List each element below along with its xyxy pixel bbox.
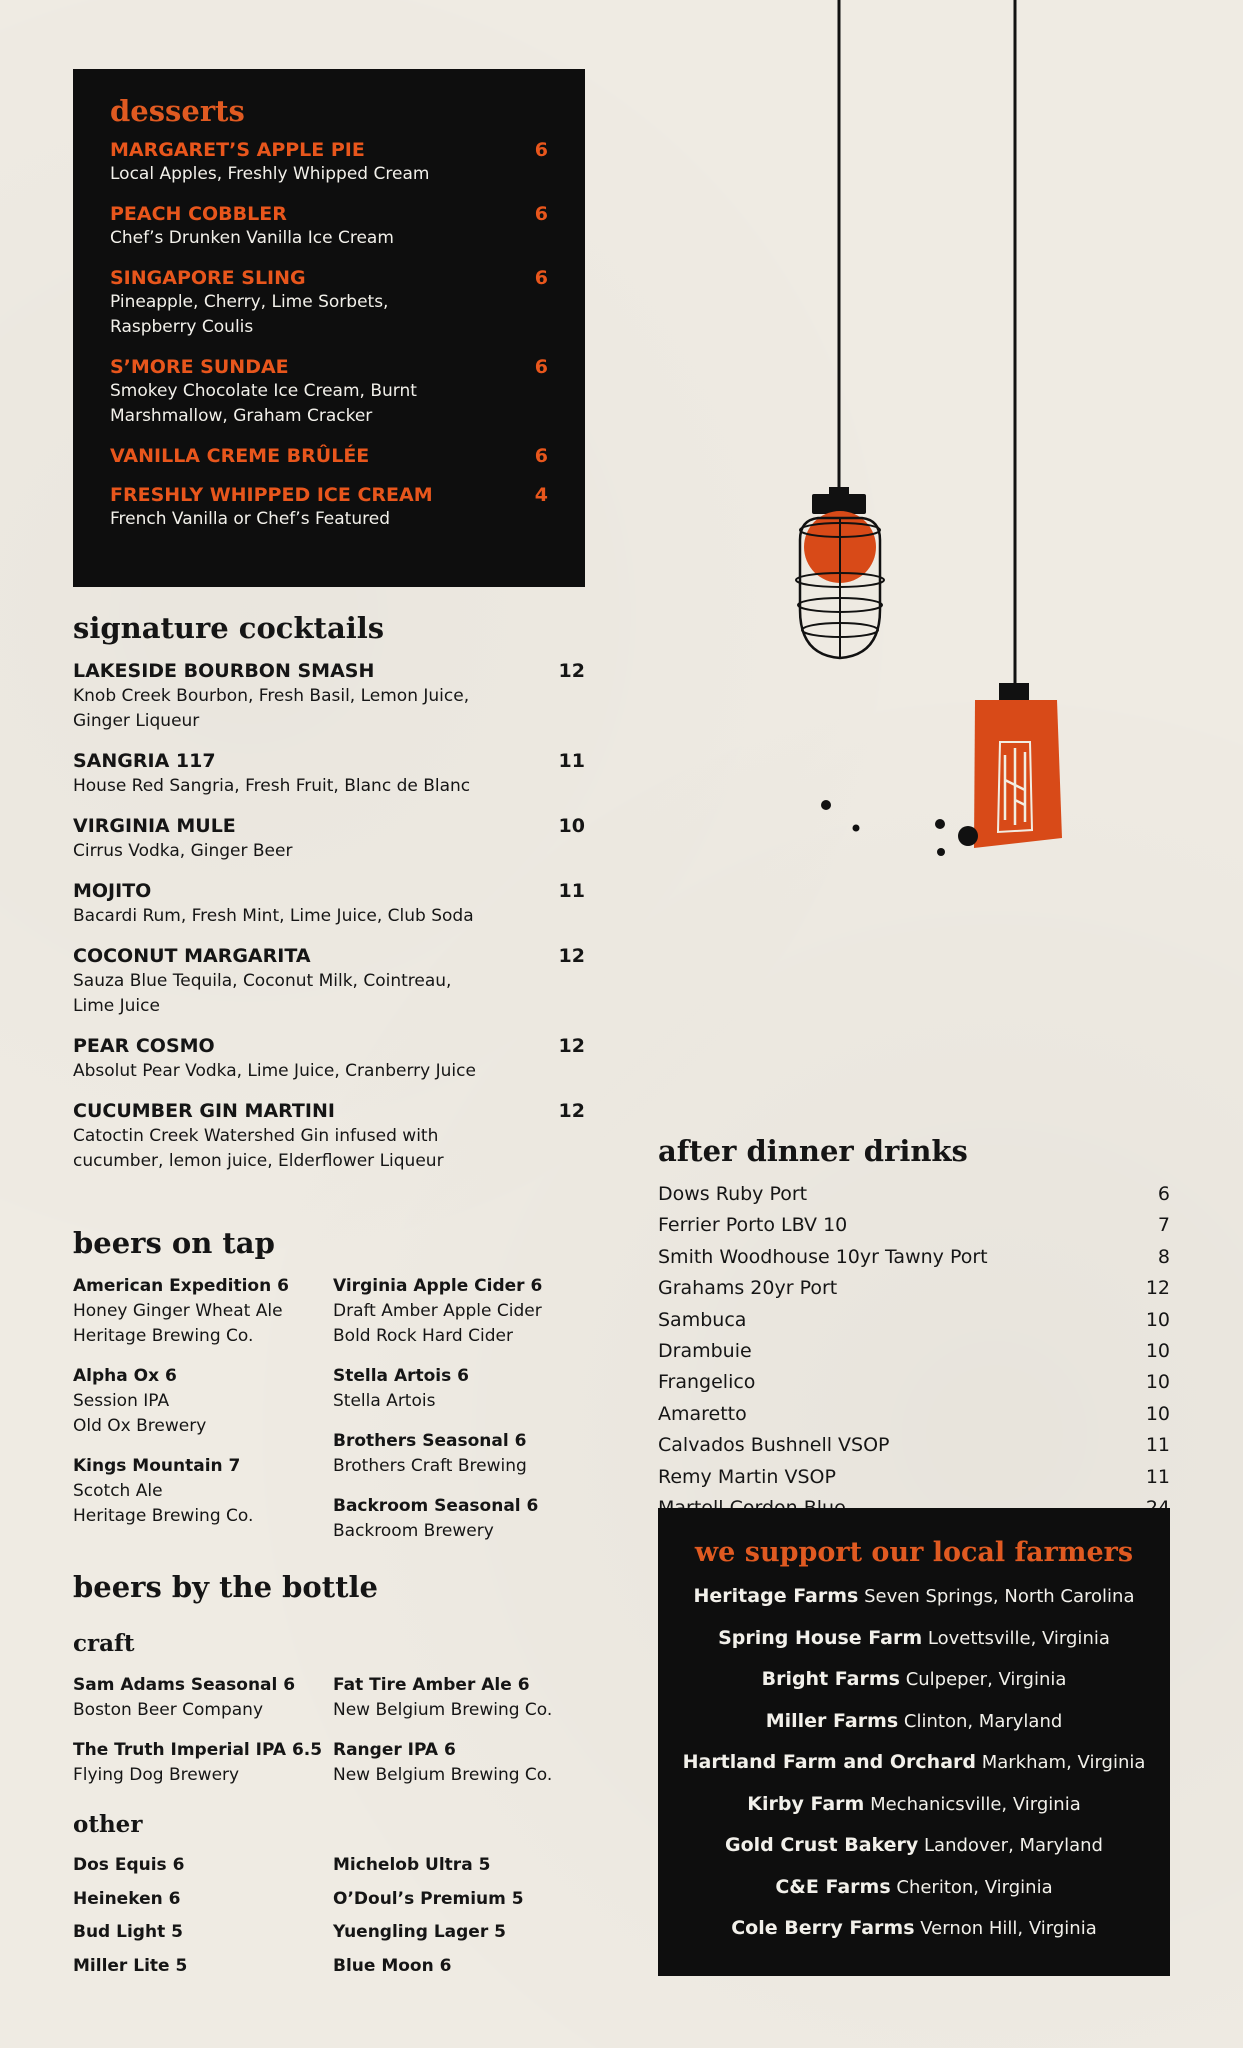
cocktail-row — [73, 749, 585, 774]
bottle-beer-item: Michelob Ultra 5 — [333, 1855, 491, 1875]
beer-name: Sam Adams Seasonal 6 — [73, 1675, 296, 1695]
beer-name: Backroom Seasonal 6 — [333, 1496, 539, 1516]
bottle-beer-item: Miller Lite 5 — [73, 1955, 188, 1976]
cocktail-description: Knob Creek Bourbon, Fresh Basil, Lemon Juice, Ginger Liqueur — [73, 686, 470, 731]
beer-name: Alpha Ox 6 — [73, 1366, 177, 1386]
dessert-price: 6 — [534, 267, 548, 289]
bottle-heading: beers by the bottle — [73, 1570, 379, 1604]
beer-style: Honey Ginger Wheat Ale — [73, 1301, 283, 1321]
cocktail-description: Catoctin Creek Watershed Gin infused with cucumber, lemon juice, Elderflower Liqueur — [73, 1126, 444, 1171]
cocktail-item — [73, 1034, 585, 1084]
after-dinner-item — [658, 1336, 1170, 1367]
farm-location: Culpeper, Virginia — [905, 1669, 1067, 1690]
beer-item — [333, 1429, 593, 1479]
drink-price: 11 — [1145, 1465, 1170, 1488]
cocktail-item — [73, 659, 585, 734]
dessert-name: SINGAPORE SLING — [110, 267, 306, 289]
lamps-illustration — [760, 0, 1080, 880]
beer-name: The Truth Imperial IPA 6.5 — [73, 1740, 323, 1760]
cocktail-name: COCONUT MARGARITA — [73, 945, 311, 967]
farmer-item — [658, 1576, 1170, 1618]
beer-name: Fat Tire Amber Ale 6 — [333, 1675, 530, 1695]
bottle-beer-item: O’Doul’s Premium 5 — [333, 1888, 524, 1909]
bottle-beer-item: Yuengling Lager 5 — [333, 1922, 506, 1942]
after-dinner-item — [658, 1242, 1170, 1273]
beer-item — [333, 1673, 593, 1723]
cocktail-row — [73, 944, 585, 969]
dessert-description: Local Apples, Freshly Whipped Cream — [110, 164, 430, 184]
cocktail-item — [73, 1099, 585, 1174]
cocktails-list — [73, 659, 585, 1189]
beer-brewery: Old Ox Brewery — [73, 1416, 207, 1436]
drink-price: 7 — [1157, 1214, 1170, 1237]
beer-style: Stella Artois — [333, 1391, 436, 1411]
bottle-beer-item: Heineken 6 — [73, 1888, 181, 1909]
tap-grid — [73, 1274, 593, 1559]
drink-name: Dows Ruby Port — [658, 1183, 808, 1205]
cocktail-price: 11 — [558, 750, 585, 772]
drink-price: 11 — [1145, 1434, 1170, 1457]
tap-heading: beers on tap — [73, 1226, 275, 1260]
beer-style: Session IPA — [73, 1391, 170, 1411]
cocktail-row — [73, 814, 585, 839]
dessert-row — [110, 138, 548, 162]
farm-location: Clinton, Maryland — [903, 1710, 1063, 1732]
cocktail-item — [73, 749, 585, 799]
drink-name: Frangelico — [658, 1371, 756, 1394]
dessert-item — [110, 202, 548, 251]
drink-price: 12 — [1145, 1277, 1170, 1300]
dessert-row — [110, 483, 548, 507]
beer-name: American Expedition 6 — [73, 1276, 289, 1296]
after-dinner-list — [658, 1179, 1170, 1524]
cocktail-name: CUCUMBER GIN MARTINI — [73, 1100, 335, 1122]
dessert-name: FRESHLY WHIPPED ICE CREAM — [110, 484, 433, 506]
beer-style: Scotch Ale — [73, 1481, 163, 1501]
cage-lamp-icon — [796, 0, 884, 658]
beer-style: Backroom Brewery — [333, 1521, 494, 1541]
farm-location: Lovettsville, Virginia — [927, 1627, 1110, 1649]
drink-name: Sambuca — [658, 1308, 747, 1331]
cocktail-description: Sauza Blue Tequila, Coconut Milk, Cointreau, Lime Juice — [73, 971, 452, 1016]
after-dinner-item — [658, 1210, 1170, 1241]
farm-name: Heritage Farms — [693, 1585, 859, 1607]
dessert-price: 6 — [534, 139, 548, 161]
farmer-item — [658, 1701, 1170, 1743]
tap-left-column — [73, 1274, 333, 1559]
other-right-column — [333, 1849, 593, 1983]
beer-style: Boston Beer Company — [73, 1700, 264, 1720]
farm-location: Seven Springs, North Carolina — [864, 1586, 1135, 1607]
after-dinner-heading: after dinner drinks — [658, 1134, 968, 1168]
farmers-heading: we support our local farmers — [694, 1537, 1134, 1568]
dessert-item — [110, 355, 548, 429]
drink-price: 10 — [1145, 1308, 1170, 1331]
dessert-name: VANILLA CREME BRÛLÉE — [110, 445, 370, 467]
dessert-price: 4 — [534, 484, 548, 506]
beer-item — [333, 1364, 593, 1414]
bottle-beer-item: Dos Equis 6 — [73, 1855, 185, 1875]
cocktail-name: PEAR COSMO — [73, 1035, 215, 1057]
cocktail-price: 10 — [558, 815, 585, 837]
cocktail-name: VIRGINIA MULE — [73, 815, 236, 837]
other-heading: other — [73, 1811, 143, 1838]
dessert-row — [110, 266, 548, 290]
beer-item — [73, 1364, 333, 1439]
after-dinner-item — [658, 1462, 1170, 1493]
dessert-name: PEACH COBBLER — [110, 203, 287, 225]
other-grid — [73, 1849, 593, 1983]
cocktail-description: Cirrus Vodka, Ginger Beer — [73, 841, 293, 861]
drink-price: 8 — [1157, 1245, 1170, 1268]
farm-name: Cole Berry Farms — [731, 1917, 915, 1939]
farmer-item — [658, 1659, 1170, 1701]
farmer-item — [658, 1908, 1170, 1950]
desserts-box — [73, 69, 585, 587]
after-dinner-item — [658, 1367, 1170, 1398]
dessert-row — [110, 444, 548, 468]
farm-location: Vernon Hill, Virginia — [920, 1918, 1097, 1939]
beer-brewery: Heritage Brewing Co. — [73, 1326, 254, 1346]
beer-name: Virginia Apple Cider 6 — [333, 1276, 543, 1296]
cocktail-row — [73, 659, 585, 684]
farmer-item — [658, 1618, 1170, 1660]
dessert-item — [110, 138, 548, 187]
tap-right-column — [333, 1274, 593, 1559]
dessert-item — [110, 266, 548, 340]
drink-name: Ferrier Porto LBV 10 — [658, 1214, 848, 1237]
beer-style: New Belgium Brewing Co. — [333, 1700, 553, 1720]
drink-name: Smith Woodhouse 10yr Tawny Port — [658, 1245, 988, 1268]
dessert-price: 6 — [534, 445, 548, 467]
beer-style: New Belgium Brewing Co. — [333, 1765, 553, 1785]
dessert-description: French Vanilla or Chef’s Featured — [110, 509, 390, 529]
dessert-row — [110, 355, 548, 379]
farm-location: Markham, Virginia — [981, 1752, 1146, 1773]
farm-location: Mechanicsville, Virginia — [870, 1793, 1081, 1815]
cocktail-item — [73, 879, 585, 929]
craft-right-column — [333, 1673, 593, 1803]
beer-name: Brothers Seasonal 6 — [333, 1431, 527, 1451]
craft-heading: craft — [73, 1630, 135, 1657]
cocktail-price: 12 — [558, 1035, 585, 1057]
bottle-beer-item: Blue Moon 6 — [333, 1955, 452, 1976]
craft-left-column — [73, 1673, 333, 1803]
beer-item — [73, 1274, 333, 1349]
beer-item — [73, 1673, 333, 1723]
cocktail-description: House Red Sangria, Fresh Fruit, Blanc de Blanc — [73, 776, 471, 796]
cocktail-description: Absolut Pear Vodka, Lime Juice, Cranberry Juice — [73, 1061, 476, 1081]
beer-style: Flying Dog Brewery — [73, 1765, 240, 1785]
cocktail-name: LAKESIDE BOURBON SMASH — [73, 660, 375, 682]
after-dinner-section — [658, 1134, 1170, 1524]
cocktail-name: SANGRIA 117 — [73, 750, 216, 772]
farm-name: Spring House Farm — [718, 1626, 923, 1649]
beer-name: Kings Mountain 7 — [73, 1456, 241, 1476]
beer-item — [333, 1494, 593, 1544]
after-dinner-item — [658, 1305, 1170, 1336]
farmer-item — [658, 1867, 1170, 1909]
cocktail-price: 12 — [558, 1100, 585, 1122]
dessert-item — [110, 483, 548, 532]
orange-pendant-lamp-icon — [821, 0, 1062, 856]
after-dinner-item — [658, 1399, 1170, 1430]
drink-price: 10 — [1145, 1402, 1170, 1425]
drink-name: Calvados Bushnell VSOP — [658, 1434, 890, 1457]
dessert-price: 6 — [534, 356, 548, 378]
dessert-description: Chef’s Drunken Vanilla Ice Cream — [110, 228, 394, 248]
after-dinner-item — [658, 1179, 1170, 1210]
beer-item — [333, 1738, 593, 1788]
dessert-name: S’MORE SUNDAE — [110, 356, 289, 378]
beer-style: Brothers Craft Brewing — [333, 1456, 527, 1476]
farmers-list — [658, 1576, 1170, 1950]
drink-name: Remy Martin VSOP — [658, 1465, 836, 1488]
desserts-heading: desserts — [110, 94, 245, 128]
drink-name: Amaretto — [658, 1402, 747, 1425]
cocktails-heading: signature cocktails — [73, 611, 385, 645]
farm-name: C&E Farms — [775, 1875, 891, 1898]
cocktail-description: Bacardi Rum, Fresh Mint, Lime Juice, Club Soda — [73, 906, 474, 926]
cocktail-row — [73, 1034, 585, 1059]
beer-style: Draft Amber Apple Cider — [333, 1301, 542, 1321]
cocktail-item — [73, 814, 585, 864]
farmer-item — [658, 1784, 1170, 1826]
farm-name: Gold Crust Bakery — [725, 1834, 919, 1856]
desserts-list — [110, 138, 548, 532]
beer-item — [333, 1274, 593, 1349]
cocktail-price: 12 — [558, 945, 585, 967]
dessert-description: Pineapple, Cherry, Lime Sorbets, Raspberry Coulis — [110, 292, 389, 337]
farm-name: Kirby Farm — [747, 1792, 865, 1815]
cocktail-price: 12 — [558, 660, 585, 682]
cocktail-row — [73, 1099, 585, 1124]
after-dinner-item — [658, 1430, 1170, 1461]
dessert-description: Smokey Chocolate Ice Cream, Burnt Marshmallow, Graham Cracker — [110, 381, 417, 426]
other-left-column — [73, 1849, 333, 1983]
beer-brewery: Heritage Brewing Co. — [73, 1506, 254, 1526]
drink-name: Drambuie — [658, 1340, 752, 1363]
dessert-price: 6 — [534, 203, 548, 225]
farm-location: Landover, Maryland — [924, 1835, 1103, 1856]
beer-brewery: Bold Rock Hard Cider — [333, 1326, 513, 1346]
farm-name: Miller Farms — [765, 1709, 899, 1732]
farmer-item — [658, 1742, 1170, 1784]
beer-item — [73, 1738, 333, 1788]
cocktail-item — [73, 944, 585, 1019]
cocktail-row — [73, 879, 585, 904]
farm-name: Hartland Farm and Orchard — [682, 1751, 976, 1773]
bottle-beer-item: Bud Light 5 — [73, 1922, 183, 1942]
after-dinner-item — [658, 1273, 1170, 1304]
beer-item — [73, 1454, 333, 1529]
beer-name: Ranger IPA 6 — [333, 1740, 456, 1760]
drink-price: 10 — [1145, 1371, 1170, 1394]
dessert-name: MARGARET’S APPLE PIE — [110, 139, 365, 161]
dessert-item — [110, 444, 548, 468]
farmer-item — [658, 1825, 1170, 1867]
beer-name: Stella Artois 6 — [333, 1366, 469, 1386]
farm-name: Bright Farms — [761, 1668, 900, 1690]
dessert-row — [110, 202, 548, 226]
drink-price: 10 — [1145, 1340, 1170, 1363]
drink-name: Grahams 20yr Port — [658, 1277, 838, 1300]
craft-grid — [73, 1673, 593, 1803]
farmers-box — [658, 1508, 1170, 1976]
farm-location: Cheriton, Virginia — [896, 1876, 1053, 1898]
drink-price: 6 — [1157, 1183, 1170, 1205]
cocktail-name: MOJITO — [73, 880, 152, 902]
cocktail-price: 11 — [558, 880, 585, 902]
